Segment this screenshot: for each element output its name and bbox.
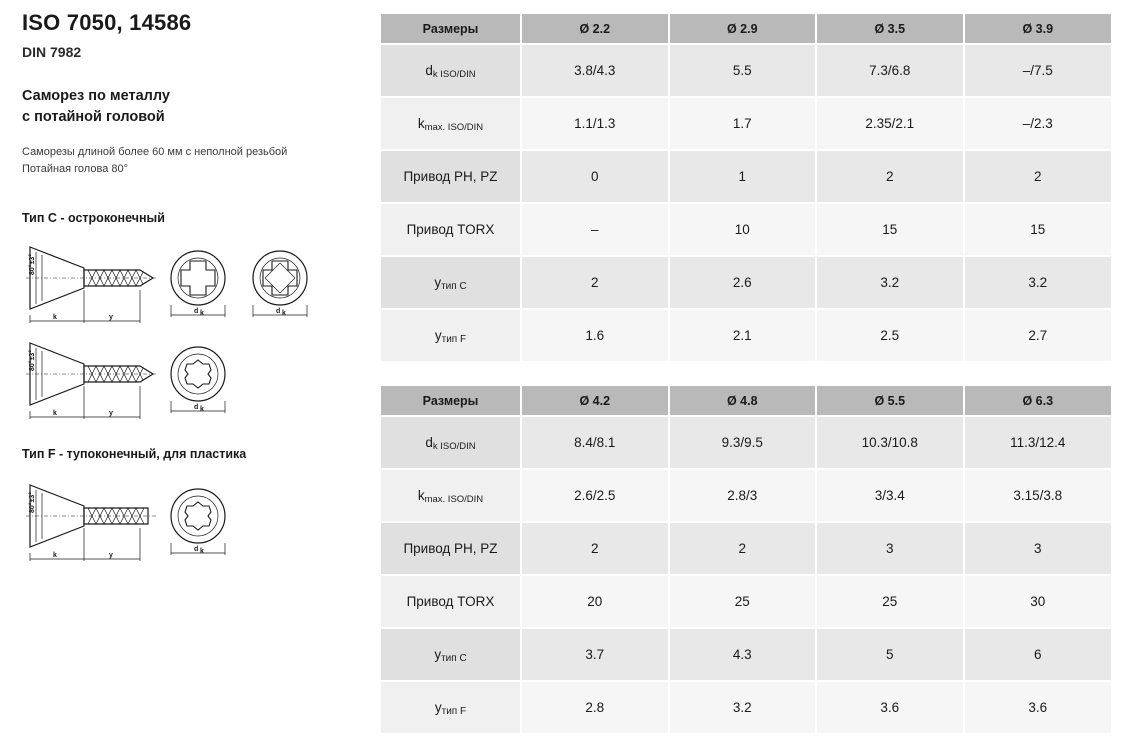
- cell: 3.15/3.8: [964, 469, 1112, 522]
- cell: –/7.5: [964, 44, 1112, 97]
- table-header-row: [381, 14, 1111, 44]
- cell: 3.8/4.3: [521, 44, 669, 97]
- table-row: [381, 522, 1111, 575]
- cell: 2.6: [669, 256, 817, 309]
- table-row: [381, 469, 1111, 522]
- svg-text:80°±3°: 80°±3°: [29, 349, 36, 372]
- product-description-line1: Саморез по металлу: [22, 88, 170, 104]
- product-note-line2: Потайная голова 80°: [22, 162, 128, 175]
- cell: 7.3/6.8: [816, 44, 964, 97]
- row-label-sub: k ISO/DIN: [432, 441, 476, 452]
- cell: 3: [964, 522, 1112, 575]
- table-2-header-0: Размеры: [381, 386, 521, 416]
- table-header-row: [381, 386, 1111, 416]
- svg-text:k: k: [53, 314, 57, 322]
- row-label: [381, 309, 521, 362]
- row-label-text: y: [434, 275, 442, 290]
- cell: 15: [964, 203, 1112, 256]
- svg-text:d: d: [194, 308, 199, 316]
- svg-text:k: k: [282, 310, 286, 318]
- row-label-text: d: [425, 435, 433, 450]
- screw-diagram-type-c-ph-icon: [22, 235, 372, 327]
- cell: 0: [521, 150, 669, 203]
- table-1-header-1: Ø 2.2: [521, 14, 669, 44]
- row-label-sub: тип F: [441, 706, 467, 717]
- row-label: [381, 256, 521, 309]
- svg-text:y: y: [109, 314, 113, 322]
- cell: 8.4/8.1: [521, 416, 669, 469]
- row-label-text: Привод PH, PZ: [403, 169, 498, 184]
- cell: 6: [964, 628, 1112, 681]
- product-description: [22, 86, 372, 128]
- cell: 4.3: [669, 628, 817, 681]
- figure-type-c-ph: [22, 235, 372, 327]
- row-label: [381, 522, 521, 575]
- page-title: ISO 7050, 14586: [22, 10, 192, 35]
- cell: 1: [669, 150, 817, 203]
- svg-text:d: d: [194, 546, 199, 554]
- svg-text:k: k: [200, 310, 204, 318]
- row-label-sub: тип C: [441, 653, 467, 664]
- cell: 2.8: [521, 681, 669, 734]
- cell: 2: [521, 256, 669, 309]
- cell: 3.2: [669, 681, 817, 734]
- svg-text:k: k: [53, 410, 57, 418]
- cell: 2.1: [669, 309, 817, 362]
- table-row: [381, 97, 1111, 150]
- cell: 3.7: [521, 628, 669, 681]
- row-label: [381, 97, 521, 150]
- svg-text:80°±3°: 80°±3°: [29, 253, 36, 276]
- cell: 30: [964, 575, 1112, 628]
- row-label: [381, 150, 521, 203]
- product-note: [22, 144, 372, 177]
- cell: 3.2: [964, 256, 1112, 309]
- table-2-header-2: Ø 4.8: [669, 386, 817, 416]
- svg-text:y: y: [109, 410, 113, 418]
- row-label: [381, 416, 521, 469]
- cell: 3/3.4: [816, 469, 964, 522]
- cell: 2: [669, 522, 817, 575]
- table-row: [381, 681, 1111, 734]
- row-label-text: d: [425, 63, 433, 78]
- row-label-text: k: [417, 116, 425, 131]
- row-label-sub: max. ISO/DIN: [424, 494, 484, 505]
- svg-text:80°±3°: 80°±3°: [29, 491, 36, 514]
- row-label-sub: тип F: [441, 334, 467, 345]
- cell: –: [521, 203, 669, 256]
- row-label-text: y: [434, 647, 442, 662]
- row-label: [381, 575, 521, 628]
- type-f-heading: Тип F - тупоконечный, для пластика: [22, 447, 247, 462]
- row-label: [381, 469, 521, 522]
- table-2-header-3: Ø 5.5: [816, 386, 964, 416]
- row-label: [381, 628, 521, 681]
- spec-table-1: [381, 14, 1111, 363]
- row-label: [381, 203, 521, 256]
- cell: 20: [521, 575, 669, 628]
- table-row: [381, 416, 1111, 469]
- cell: 3.6: [964, 681, 1112, 734]
- cell: 25: [816, 575, 964, 628]
- cell: 2: [816, 150, 964, 203]
- row-label-text: Привод TORX: [406, 222, 495, 237]
- svg-text:y: y: [109, 552, 113, 560]
- row-label: [381, 44, 521, 97]
- table-2-header-4: Ø 6.3: [964, 386, 1112, 416]
- cell: 1.7: [669, 97, 817, 150]
- cell: 10.3/10.8: [816, 416, 964, 469]
- cell: 10: [669, 203, 817, 256]
- row-label-sub: тип C: [441, 281, 467, 292]
- row-label-text: Привод TORX: [406, 594, 495, 609]
- cell: 25: [669, 575, 817, 628]
- spec-table-2-wrapper: [381, 386, 1111, 735]
- cell: 9.3/9.5: [669, 416, 817, 469]
- table-row: [381, 309, 1111, 362]
- row-label-sub: k ISO/DIN: [432, 69, 476, 80]
- table-1-header-2: Ø 2.9: [669, 14, 817, 44]
- cell: 15: [816, 203, 964, 256]
- cell: 5: [816, 628, 964, 681]
- page-subtitle: DIN 7982: [22, 44, 82, 60]
- product-description-line2: с потайной головой: [22, 109, 165, 126]
- table-1-header-3: Ø 3.5: [816, 14, 964, 44]
- spec-table-2: [381, 386, 1111, 735]
- row-label-sub: max. ISO/DIN: [424, 122, 484, 133]
- screw-diagram-type-f-icon: [22, 471, 372, 567]
- cell: 3: [816, 522, 964, 575]
- row-label-text: y: [434, 700, 442, 715]
- cell: –/2.3: [964, 97, 1112, 150]
- cell: 3.6: [816, 681, 964, 734]
- table-row: [381, 628, 1111, 681]
- svg-text:k: k: [200, 548, 204, 556]
- svg-text:d: d: [276, 308, 281, 316]
- table-row: [381, 256, 1111, 309]
- row-label: [381, 681, 521, 734]
- cell: 2.35/2.1: [816, 97, 964, 150]
- cell: 11.3/12.4: [964, 416, 1112, 469]
- table-1-header-4: Ø 3.9: [964, 14, 1112, 44]
- figure-type-f: [22, 471, 372, 567]
- table-1-header-0: Размеры: [381, 14, 521, 44]
- row-label-text: k: [417, 488, 425, 503]
- cell: 5.5: [669, 44, 817, 97]
- table-row: [381, 203, 1111, 256]
- figure-type-c-torx: [22, 331, 372, 423]
- table-row: [381, 150, 1111, 203]
- spec-table-1-wrapper: [381, 14, 1111, 363]
- row-label-text: Привод PH, PZ: [403, 541, 498, 556]
- cell: 2.6/2.5: [521, 469, 669, 522]
- table-row: [381, 44, 1111, 97]
- svg-text:k: k: [200, 406, 204, 414]
- left-column: [22, 10, 372, 571]
- cell: 3.2: [816, 256, 964, 309]
- cell: 2: [521, 522, 669, 575]
- row-label-text: y: [434, 328, 442, 343]
- type-c-heading: Тип C - остроконечный: [22, 211, 165, 226]
- svg-text:k: k: [53, 552, 57, 560]
- cell: 2.5: [816, 309, 964, 362]
- cell: 2.7: [964, 309, 1112, 362]
- cell: 1.6: [521, 309, 669, 362]
- product-note-line1: Саморезы длиной более 60 мм с неполной резьбой: [22, 146, 288, 159]
- table-row: [381, 575, 1111, 628]
- screw-diagram-type-c-torx-icon: [22, 331, 372, 423]
- cell: 2.8/3: [669, 469, 817, 522]
- cell: 1.1/1.3: [521, 97, 669, 150]
- table-2-header-1: Ø 4.2: [521, 386, 669, 416]
- cell: 2: [964, 150, 1112, 203]
- svg-text:d: d: [194, 404, 199, 412]
